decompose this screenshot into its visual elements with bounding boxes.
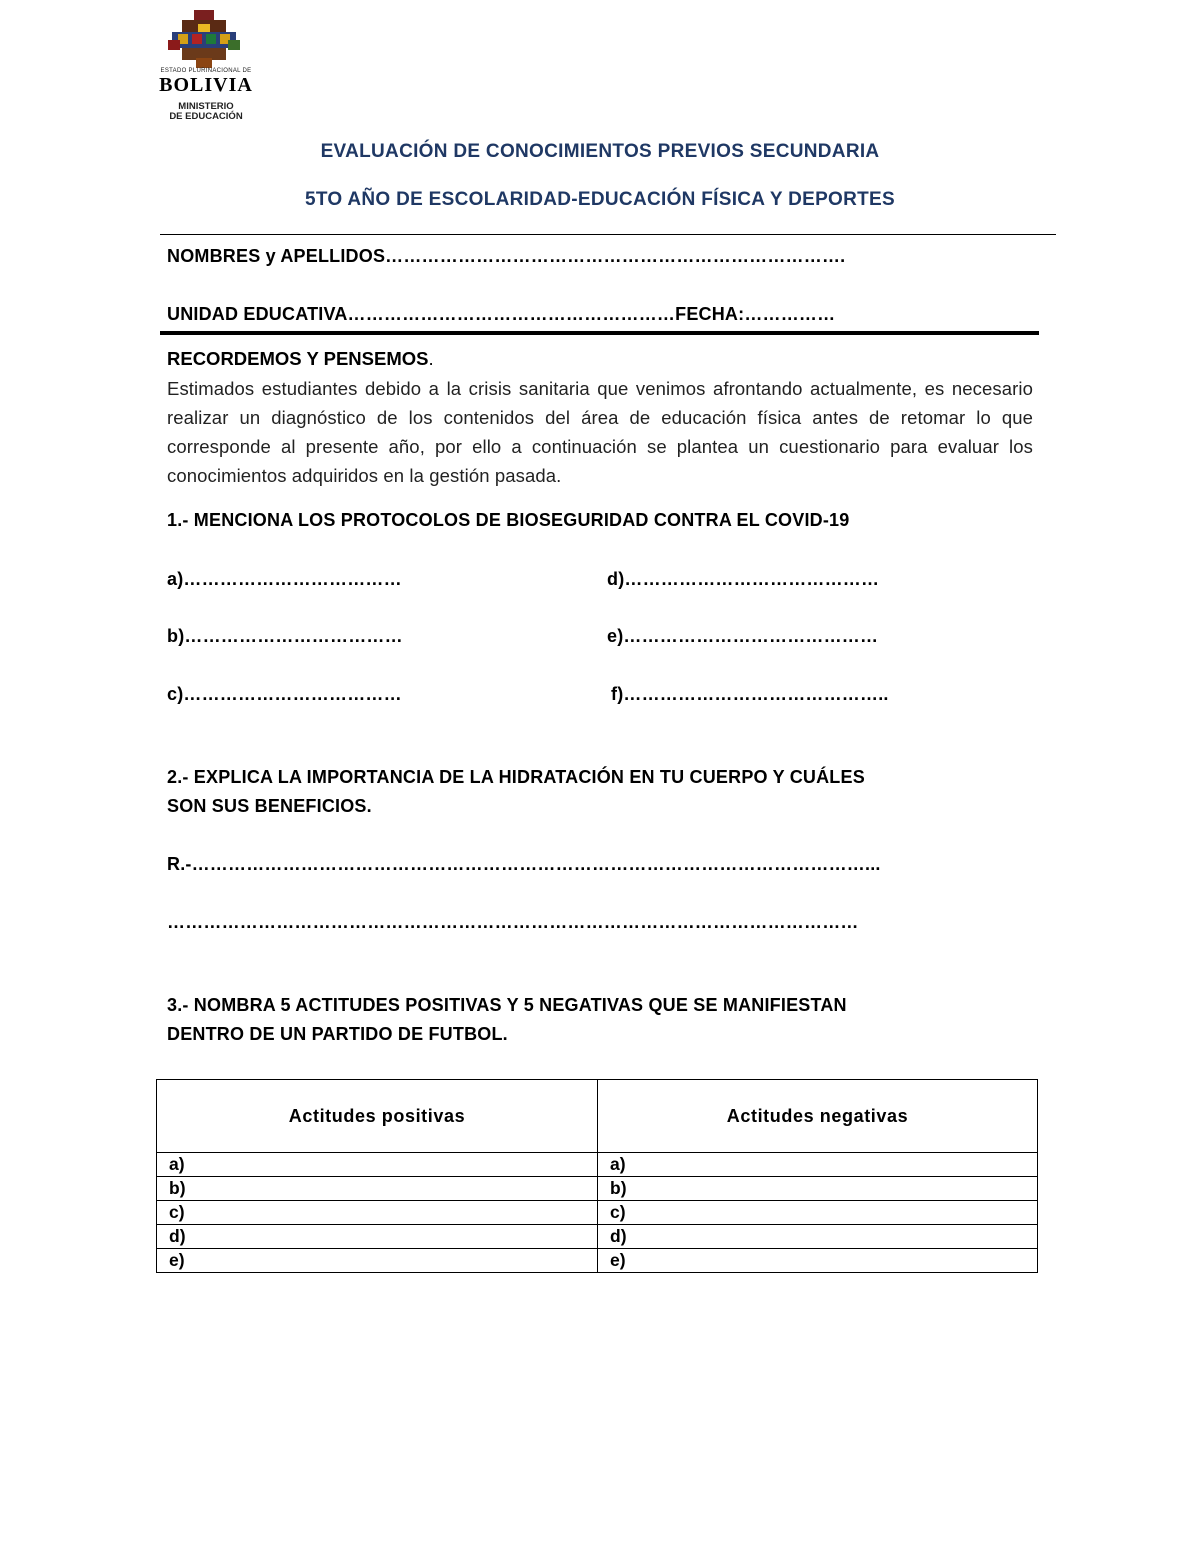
table-row	[157, 1225, 1038, 1249]
positive-cell-d: d)	[157, 1225, 598, 1249]
logo-state-text: ESTADO PLURINACIONAL DE	[160, 68, 252, 74]
intro-paragraph: Estimados estudiantes debido a la crisis sanitaria que venimos afrontando actualmente, es necesario realizar un diagnóstico de los contenidos del área de educación física antes de retomar lo que corresponde al presente año, por ello a continuación se plantea un cuestionario para evaluar los conocimientos adquiridos en la gestión pasada.	[167, 378, 1033, 486]
intro-heading-suffix: .	[428, 348, 434, 369]
negative-cell-d: d)	[598, 1225, 1038, 1249]
question-3-line1: 3.- NOMBRA 5 ACTITUDES POSITIVAS Y 5 NEGATIVAS QUE SE MANIFIESTAN	[167, 995, 847, 1015]
table-row	[157, 1177, 1038, 1201]
q2-answer-line2: ……………………………………………………………………………………………………	[167, 912, 859, 932]
logo-country-name: BOLIVIA	[159, 74, 253, 96]
header-positive-attitudes: Actitudes positivas	[157, 1080, 598, 1153]
negative-cell-a: a)	[598, 1153, 1038, 1177]
question-2-line1: 2.- EXPLICA LA IMPORTANCIA DE LA HIDRATACIÓN EN TU CUERPO Y CUÁLES	[167, 767, 865, 787]
document-title: EVALUACIÓN DE CONOCIMIENTOS PREVIOS SECUNDARIA	[320, 141, 880, 162]
intro-heading	[167, 348, 434, 370]
question-2-line2: SON SUS BENEFICIOS.	[167, 796, 372, 816]
school-date-field-line: UNIDAD EDUCATIVA………………………………………………FECHA:……………	[167, 304, 836, 324]
question-3-line2: DENTRO DE UN PARTIDO DE FUTBOL.	[167, 1024, 508, 1044]
q1-answer-f: f)……………………………………..	[611, 684, 889, 704]
thick-divider	[160, 331, 1039, 335]
table-header-row	[157, 1080, 1038, 1153]
logo-ministry-text	[150, 102, 262, 122]
ministry-logo	[150, 8, 262, 120]
positive-cell-c: c)	[157, 1201, 598, 1225]
logo-ministry-line1: MINISTERIO	[178, 101, 234, 112]
positive-cell-b: b)	[157, 1177, 598, 1201]
negative-cell-c: c)	[598, 1201, 1038, 1225]
q1-answer-e: e)……………………………………	[607, 626, 879, 646]
positive-cell-a: a)	[157, 1153, 598, 1177]
table-row	[157, 1153, 1038, 1177]
header-divider	[160, 234, 1056, 235]
q2-answer-line1: R.-…………………………………………………………………………………………………...	[167, 854, 881, 874]
q1-answer-b: b)………………………………	[167, 626, 403, 646]
names-field-line: NOMBRES y APELLIDOS………………………………………………………………….	[167, 246, 846, 266]
positive-cell-e: e)	[157, 1249, 598, 1273]
table-row	[157, 1249, 1038, 1273]
negative-cell-e: e)	[598, 1249, 1038, 1273]
q1-answer-d: d)……………………………………	[607, 569, 880, 589]
attitudes-table	[156, 1079, 1038, 1273]
q1-answer-c: c)………………………………	[167, 684, 402, 704]
intro-heading-text: RECORDEMOS Y PENSEMOS	[167, 348, 429, 369]
bolivia-emblem-icon	[168, 10, 240, 68]
header-negative-attitudes: Actitudes negativas	[598, 1080, 1038, 1153]
question-1: 1.- MENCIONA LOS PROTOCOLOS DE BIOSEGURIDAD CONTRA EL COVID-19	[167, 510, 850, 530]
document-subtitle: 5TO AÑO DE ESCOLARIDAD-EDUCACIÓN FÍSICA Y DEPORTES	[305, 189, 895, 210]
negative-cell-b: b)	[598, 1177, 1038, 1201]
logo-ministry-line2: DE EDUCACIÓN	[169, 111, 243, 122]
table-row	[157, 1201, 1038, 1225]
q1-answer-a: a)………………………………	[167, 569, 402, 589]
